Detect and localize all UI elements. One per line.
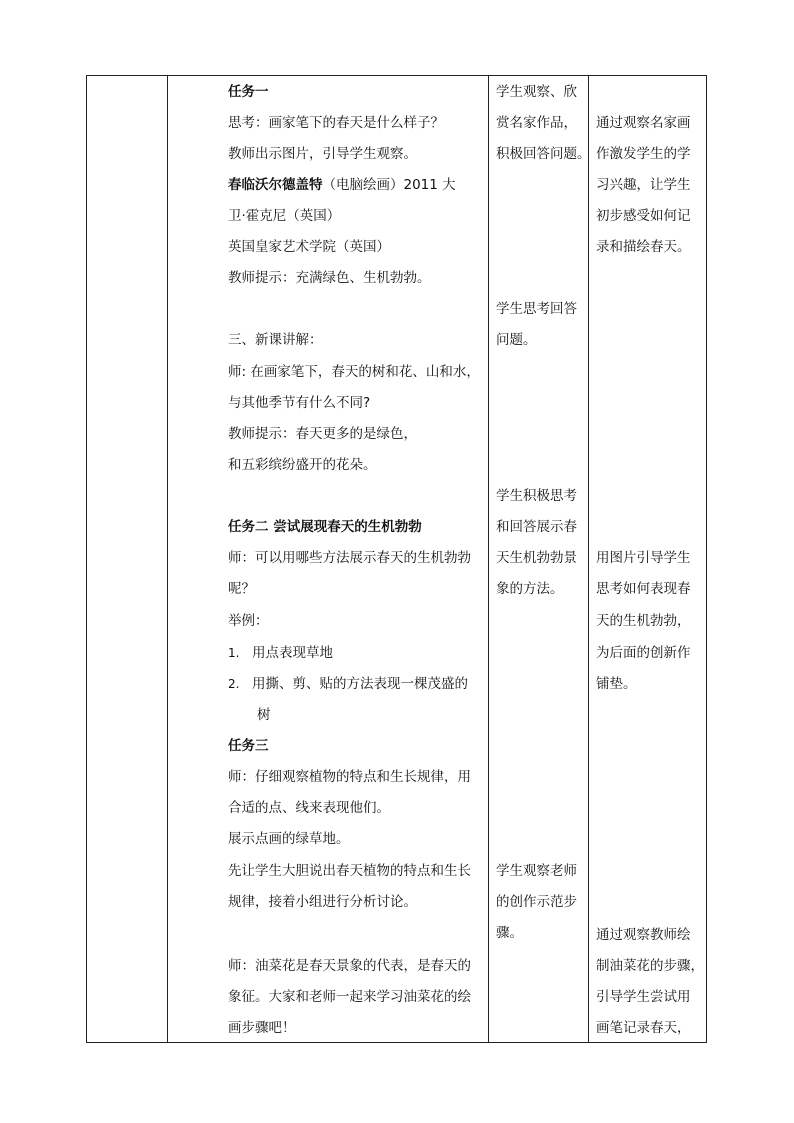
teacher-question-1-cont: 与其他季节有什么不同? <box>228 395 371 411</box>
student-activity-3-end: 象的方法。 <box>496 581 564 597</box>
artwork-title: 春临沃尔德盖特 <box>228 177 323 193</box>
design-intent-2: 用图片引导学生 <box>596 550 691 566</box>
student-activity-3-cont2: 天生机勃勃景 <box>496 550 577 566</box>
task3-question-cont: 合适的点、线来表现他们。 <box>228 800 390 816</box>
artwork-line3: 英国皇家艺术学院（英国） <box>228 239 390 255</box>
rape-flower-intro-end: 画步骤吧！ <box>228 1020 296 1036</box>
design-intent-2-l5: 铺垫。 <box>596 676 637 692</box>
design-intent-1-l4: 初步感受如何记 <box>596 208 691 224</box>
artwork-line2: 卫·霍克尼（英国） <box>228 208 341 224</box>
task2-question: 师：可以用哪些方法展示春天的生机勃勃 <box>228 550 471 566</box>
student-activity-3-cont: 和回答展示春 <box>496 519 577 535</box>
design-intent-2-l3: 天的生机勃勃， <box>596 613 691 629</box>
column-divider-2 <box>488 75 489 1043</box>
artwork-caption <box>228 175 456 195</box>
task3-discuss-cont: 规律，接着小组进行分析讨论。 <box>228 894 417 910</box>
section-new-lesson: 三、新课讲解： <box>228 332 323 348</box>
rape-flower-intro: 师：油菜花是春天景象的代表，是春天的 <box>228 958 471 974</box>
design-intent-1-l3: 习兴趣，让学生 <box>596 177 691 193</box>
task1-show: 教师出示图片，引导学生观察。 <box>228 146 417 162</box>
design-intent-1-l5: 录和描绘春天。 <box>596 239 691 255</box>
teacher-hint-2: 教师提示：春天更多的是绿色， <box>228 426 417 442</box>
design-intent-2-l2: 思考如何表现春 <box>596 581 691 597</box>
task3-show: 展示点画的绿草地。 <box>228 831 350 847</box>
task1-think: 思考：画家笔下的春天是什么样子？ <box>228 115 444 131</box>
design-intent-3-l2: 制油菜花的步骤， <box>596 958 704 974</box>
task3-title: 任务三 <box>228 738 269 754</box>
student-activity-4-cont: 的创作示范步 <box>496 894 577 910</box>
column-divider-1 <box>167 75 168 1043</box>
student-activity-1-end: 积极回答问题。 <box>496 146 591 162</box>
student-activity-3: 学生积极思考 <box>496 488 577 504</box>
design-intent-1: 通过观察名家画 <box>596 115 691 131</box>
design-intent-2-l4: 为后面的创新作 <box>596 645 691 661</box>
column-divider-3 <box>588 75 589 1043</box>
teacher-hint-1: 教师提示：充满绿色、生机勃勃。 <box>228 270 431 286</box>
student-activity-1-cont: 赏名家作品， <box>496 115 577 131</box>
teacher-question-1: 师: 在画家笔下，春天的树和花、山和水， <box>228 364 480 380</box>
task1-title: 任务一 <box>228 84 269 100</box>
student-activity-2: 学生思考回答 <box>496 301 577 317</box>
student-activity-1: 学生观察、欣 <box>496 84 577 100</box>
example-2-number: 2. <box>228 677 240 691</box>
rape-flower-intro-cont: 象征。大家和老师一起来学习油菜花的绘 <box>228 989 471 1005</box>
task3-discuss: 先让学生大胆说出春天植物的特点和生长 <box>228 863 471 879</box>
example-2: 用撕、剪、贴的方法表现一棵茂盛的 <box>252 676 468 692</box>
task2-title: 任务二 尝试展现春天的生机勃勃 <box>228 519 422 535</box>
example-1: 用点表现草地 <box>252 645 333 661</box>
task2-question-cont: 呢？ <box>228 581 255 597</box>
student-activity-2-cont: 问题。 <box>496 332 537 348</box>
design-intent-3: 通过观察教师绘 <box>596 927 691 943</box>
example-1-number: 1. <box>228 646 240 660</box>
student-activity-4-end: 骤。 <box>496 925 523 941</box>
example-2-cont: 树 <box>257 707 271 723</box>
design-intent-1-l2: 作激发学生的学 <box>596 146 691 162</box>
task3-question: 师：仔细观察植物的特点和生长规律，用 <box>228 769 471 785</box>
example-label: 举例： <box>228 613 269 629</box>
design-intent-3-l4: 画笔记录春天， <box>596 1020 691 1036</box>
student-activity-4: 学生观察老师 <box>496 863 577 879</box>
design-intent-3-l3: 引导学生尝试用 <box>596 989 691 1005</box>
artwork-meta: （电脑绘画）2011 大 <box>322 177 456 193</box>
teacher-hint-2-cont: 和五彩缤纷盛开的花朵。 <box>228 457 377 473</box>
